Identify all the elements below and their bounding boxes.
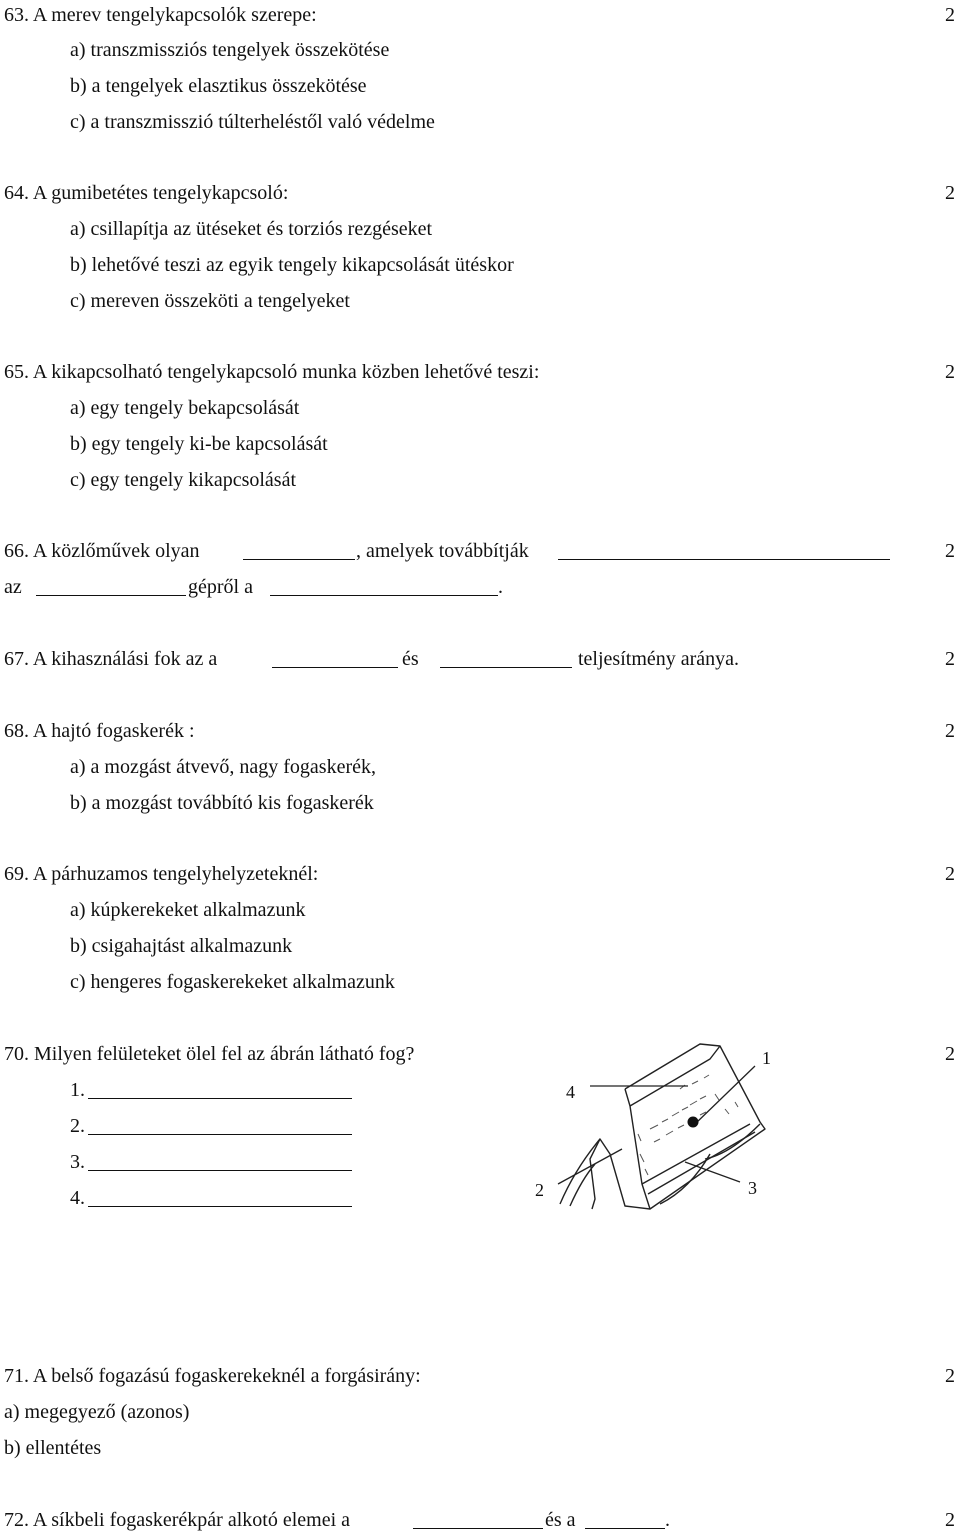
- question-text: 63. A merev tengelykapcsolók szerepe:: [4, 4, 317, 26]
- option-b: b) a tengelyek elasztikus összekötése: [70, 75, 367, 97]
- option-a: a) transzmissziós tengelyek összekötése: [70, 39, 390, 61]
- answer-blank[interactable]: [88, 1206, 352, 1207]
- question-text: 65. A kikapcsolható tengelykapcsoló munka közben lehetővé teszi:: [4, 361, 540, 383]
- option-b: b) csigahajtást alkalmazunk: [70, 935, 293, 957]
- answer-blank[interactable]: [36, 595, 186, 596]
- question-text-cont: .: [498, 576, 503, 598]
- option-c: c) mereven összeköti a tengelyeket: [70, 290, 350, 312]
- figure-label-3: 3: [748, 1178, 757, 1198]
- question-text-cont: az: [4, 576, 22, 598]
- option-c: c) egy tengely kikapcsolását: [70, 469, 297, 491]
- option-a: a) kúpkerekeket alkalmazunk: [70, 899, 306, 921]
- answer-blank[interactable]: [88, 1098, 352, 1099]
- blank-number-4: 4.: [70, 1187, 85, 1209]
- option-a: a) csillapítja az ütéseket és torziós rezgéseket: [70, 218, 433, 240]
- question-text: 72. A síkbeli fogaskerékpár alkotó elemei a: [4, 1509, 351, 1531]
- option-b: b) egy tengely ki-be kapcsolását: [70, 433, 328, 455]
- question-text: 68. A hajtó fogaskerék :: [4, 720, 195, 742]
- figure-label-4: 4: [566, 1082, 575, 1102]
- answer-blank[interactable]: [558, 559, 890, 560]
- points-label: 2: [945, 4, 955, 26]
- points-label: 2: [945, 540, 955, 562]
- question-text: 69. A párhuzamos tengelyhelyzeteknél:: [4, 863, 319, 885]
- answer-blank[interactable]: [585, 1528, 665, 1529]
- answer-blank[interactable]: [272, 667, 398, 668]
- option-a: a) megegyező (azonos): [4, 1401, 190, 1423]
- question-text-cont: teljesítmény aránya.: [578, 648, 740, 670]
- points-label: 2: [945, 648, 955, 670]
- option-c: c) a transzmisszió túlterheléstől való védelme: [70, 111, 435, 133]
- points-label: 2: [945, 720, 955, 742]
- question-text-cont: és a: [545, 1509, 576, 1531]
- option-a: a) egy tengely bekapcsolását: [70, 397, 300, 419]
- option-a: a) a mozgást átvevő, nagy fogaskerék,: [70, 756, 376, 778]
- points-label: 2: [945, 182, 955, 204]
- question-text: 66. A közlőművek olyan: [4, 540, 200, 562]
- question-text-cont: .: [665, 1509, 670, 1531]
- question-text-cont: gépről a: [188, 576, 253, 598]
- blank-number-3: 3.: [70, 1151, 85, 1173]
- points-label: 2: [945, 1365, 955, 1387]
- question-text: 71. A belső fogazású fogaskerekeknél a forgásirány:: [4, 1365, 421, 1387]
- answer-blank[interactable]: [440, 667, 572, 668]
- blank-number-1: 1.: [70, 1079, 85, 1101]
- points-label: 2: [945, 863, 955, 885]
- question-text: 67. A kihasználási fok az a: [4, 648, 218, 670]
- option-b: b) lehetővé teszi az egyik tengely kikapcsolását ütéskor: [70, 254, 514, 276]
- question-text-cont: és: [402, 648, 419, 670]
- question-text: 64. A gumibetétes tengelykapcsoló:: [4, 182, 289, 204]
- points-label: 2: [945, 1509, 955, 1531]
- points-label: 2: [945, 1043, 955, 1065]
- option-c: c) hengeres fogaskerekeket alkalmazunk: [70, 971, 395, 993]
- figure-label-2: 2: [535, 1180, 544, 1200]
- answer-blank[interactable]: [270, 595, 498, 596]
- points-label: 2: [945, 361, 955, 383]
- answer-blank[interactable]: [88, 1170, 352, 1171]
- question-text: 70. Milyen felületeket ölel fel az ábrán látható fog?: [4, 1043, 415, 1065]
- blank-number-2: 2.: [70, 1115, 85, 1137]
- figure-label-1: 1: [762, 1048, 771, 1068]
- question-text-cont: , amelyek továbbítják: [356, 540, 529, 562]
- option-b: b) ellentétes: [4, 1437, 102, 1459]
- answer-blank[interactable]: [243, 559, 355, 560]
- option-b: b) a mozgást továbbító kis fogaskerék: [70, 792, 374, 814]
- answer-blank[interactable]: [413, 1528, 543, 1529]
- answer-blank[interactable]: [88, 1134, 352, 1135]
